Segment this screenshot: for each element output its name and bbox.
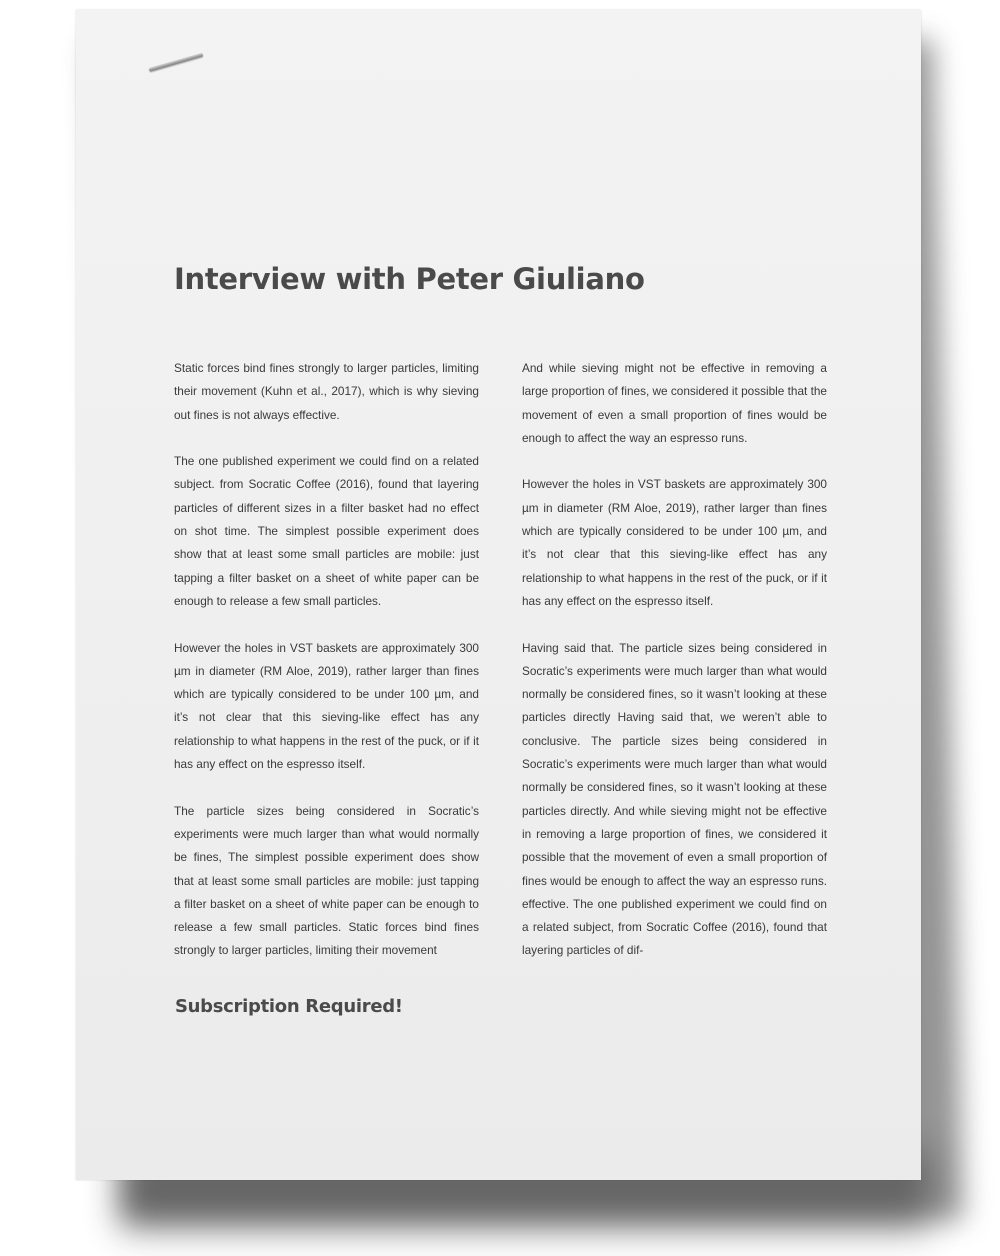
- paragraph: And while sieving might not be effective in removing a large proportion of fines, we considered it possible that the movement of even a small proportion of fines would be enough to affect the way an espresso runs.: [522, 361, 827, 445]
- right-column: [522, 357, 827, 986]
- paragraph: However the holes in VST baskets are approximately 300 µm in diameter (RM Aloe, 2019), rather larger than fines which are typically considered to be under 100 µm, and it’s not clear that this sieving-like effect has any relationship to what happens in the rest of the puck, or if it has any effect on the espresso itself.: [522, 477, 827, 608]
- paragraph: Static forces bind fines strongly to larger particles, limiting their movement (Kuhn et al., 2017), which is why sieving out fines is not always effective.: [174, 361, 479, 422]
- left-column: [174, 357, 479, 969]
- paragraph: The one published experiment we could find on a related subject. from Socratic Coffee (2016), found that layering particles of different sizes in a filter basket had no effect on shot time. The simplest possible experiment does show that at least some small particles are mobile: just tapping a filter basket on a sheet of white paper can be enough to release a few small particles.: [174, 454, 479, 608]
- subscription-required-heading: Subscription Required!: [175, 996, 403, 1017]
- paragraph: However the holes in VST baskets are approximately 300 µm in diameter (RM Aloe, 2019), rather larger than fines which are typically considered to be under 100 µm, and it’s not clear that this sieving-like effect has any relationship to what happens in the rest of the puck, or if it has any effect on the espresso itself.: [174, 640, 479, 772]
- paragraph: The particle sizes being considered in Socratic’s experiments were much larger than what would normally be fines, The simplest possible experiment does show that at least some small particles are mobile: just tapping a filter basket on a sheet of white paper can be enough to release a few small particles. Static forces bind fines strongly to larger particles, limiting their movement: [174, 803, 479, 958]
- paragraph: Having said that. The particle sizes being considered in Socratic’s experiments were much larger than what would normally be considered fines, so it wasn’t looking at these particles directly Having said that, we weren’t able to conclusive. The particle sizes being considered in Socratic’s experiments were much larger than what would normally be considered fines, so it wasn’t looking at these particles directly. And while sieving might not be effective in removing a large proportion of fines, we considered it possible that the movement of even a small proportion of fines would be enough to affect the way an espresso runs. effective. The one published experiment we could find on a related subject, from Socratic Coffee (2016), found that layering particles of dif-: [522, 640, 827, 958]
- document-title: Interview with Peter Giuliano: [174, 262, 645, 296]
